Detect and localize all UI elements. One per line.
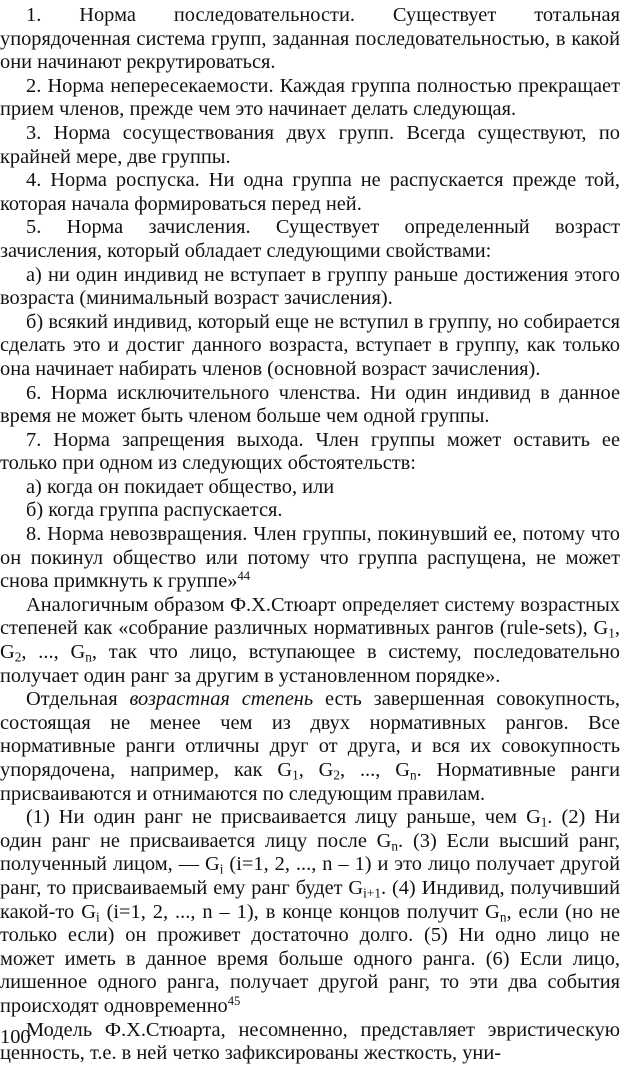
page-number: 100	[0, 1026, 31, 1048]
emphasized-term: возрастная степень	[129, 688, 314, 711]
paragraph: б) всякий индивид, который еще не вступил в группу, но собирается сделать это и достиг данного возраста, вступает в группу, как только она начинает набирать членов (основной возраст зачисления).	[0, 310, 620, 380]
footnote-ref: 45	[227, 993, 241, 1008]
paragraph: 6. Норма исключительного членства. Ни один индивид в данное время не может быть членом больше чем одной группы.	[0, 381, 620, 428]
paragraph: а) когда он покидает общество, или	[26, 475, 335, 498]
paragraph: 2. Норма непересекаемости. Каждая группа полностью прекращает прием членов, прежде чем это начинает делать следующая.	[0, 74, 620, 121]
paragraph-rules: (1) Ни один ранг не присваивается лицу раньше, чем $G_1$. (2) Ни один ранг не присваивается лицу после $G_n$. (3) Если высший ранг, полученный лицом, — $G_i$ (i=1, 2, ..., n – 1) и это лицо получает другой ранг, то присваиваемый ему ранг будет $G_{i+1}$. (4) Индивид, получивший какой-то $G_i$ (i=1, 2, ..., n – 1), в конце концов получит $G_n$, если (но не только если) он проживет достаточно долго. (5) Ни одно лицо не может иметь в данное время больше одного ранга. (6) Если лицо, лишенное одного ранга, получает другой ранг, то эти два события происходят одновременно$^{45}$	[0, 806, 620, 1017]
paragraph: а) ни один индивид не вступает в группу раньше достижения этого возраста (минимальный возраст зачисления).	[0, 263, 620, 310]
footnote-ref: 44	[237, 569, 251, 584]
paragraph: 4. Норма роспуска. Ни одна группа не распускается прежде той, которая начала формироваться перед ней.	[0, 169, 620, 215]
paragraph-norm-8	[0, 523, 620, 594]
paragraph: 1. Норма последовательности. Существует тотальная упорядоченная система групп, заданная последовательностью, в какой они начинают рекрутироваться.	[0, 4, 620, 74]
body-text	[0, 4, 620, 1066]
paragraph: 7. Норма запрещения выхода. Член группы может оставить ее только при одном из следующих обстоятельств:	[0, 428, 620, 475]
paragraph: 5. Норма зачисления. Существует определенный возраст зачисления, который обладает следующими свойствами:	[0, 216, 620, 262]
paragraph-stuart: Аналогичным образом Ф.Х.Стюарт определяет систему возрастных степеней как «собрание различных нормативных рангов (rule-sets), $G_1$, $G_2$, ..., $G_n$, так что лицо, вступающее в систему, последовательно получает один ранг за другим в установленном порядке».	[0, 593, 620, 687]
paragraph: б) когда группа распускается.	[26, 499, 283, 522]
paragraph-text: 8. Норма невозвращения. Член группы, покинувший ее, потому что он покинул общество или потому что группа распущена, не может снова примкнуть к группе»	[0, 523, 620, 593]
paragraph: 3. Норма сосуществования двух групп. Всегда существуют, по крайней мере, две группы.	[0, 121, 620, 168]
paragraph-age-degree: Отдельная возрастная степень есть завершенная совокупность, состоящая не менее чем из двух нормативных рангов. Все нормативные ранги отличны друг от друга, и вся их совокупность упорядочена, например, как $G_1$, $G_2$, ..., $G_n$. Нормативные ранги присваиваются и отнимаются по следующим правилам.	[0, 688, 620, 805]
paragraph-last: Модель Ф.Х.Стюарта, несомненно, представляет эвристическую ценность, т.е. в ней четко зафиксированы жесткость, уни-	[0, 1018, 620, 1065]
